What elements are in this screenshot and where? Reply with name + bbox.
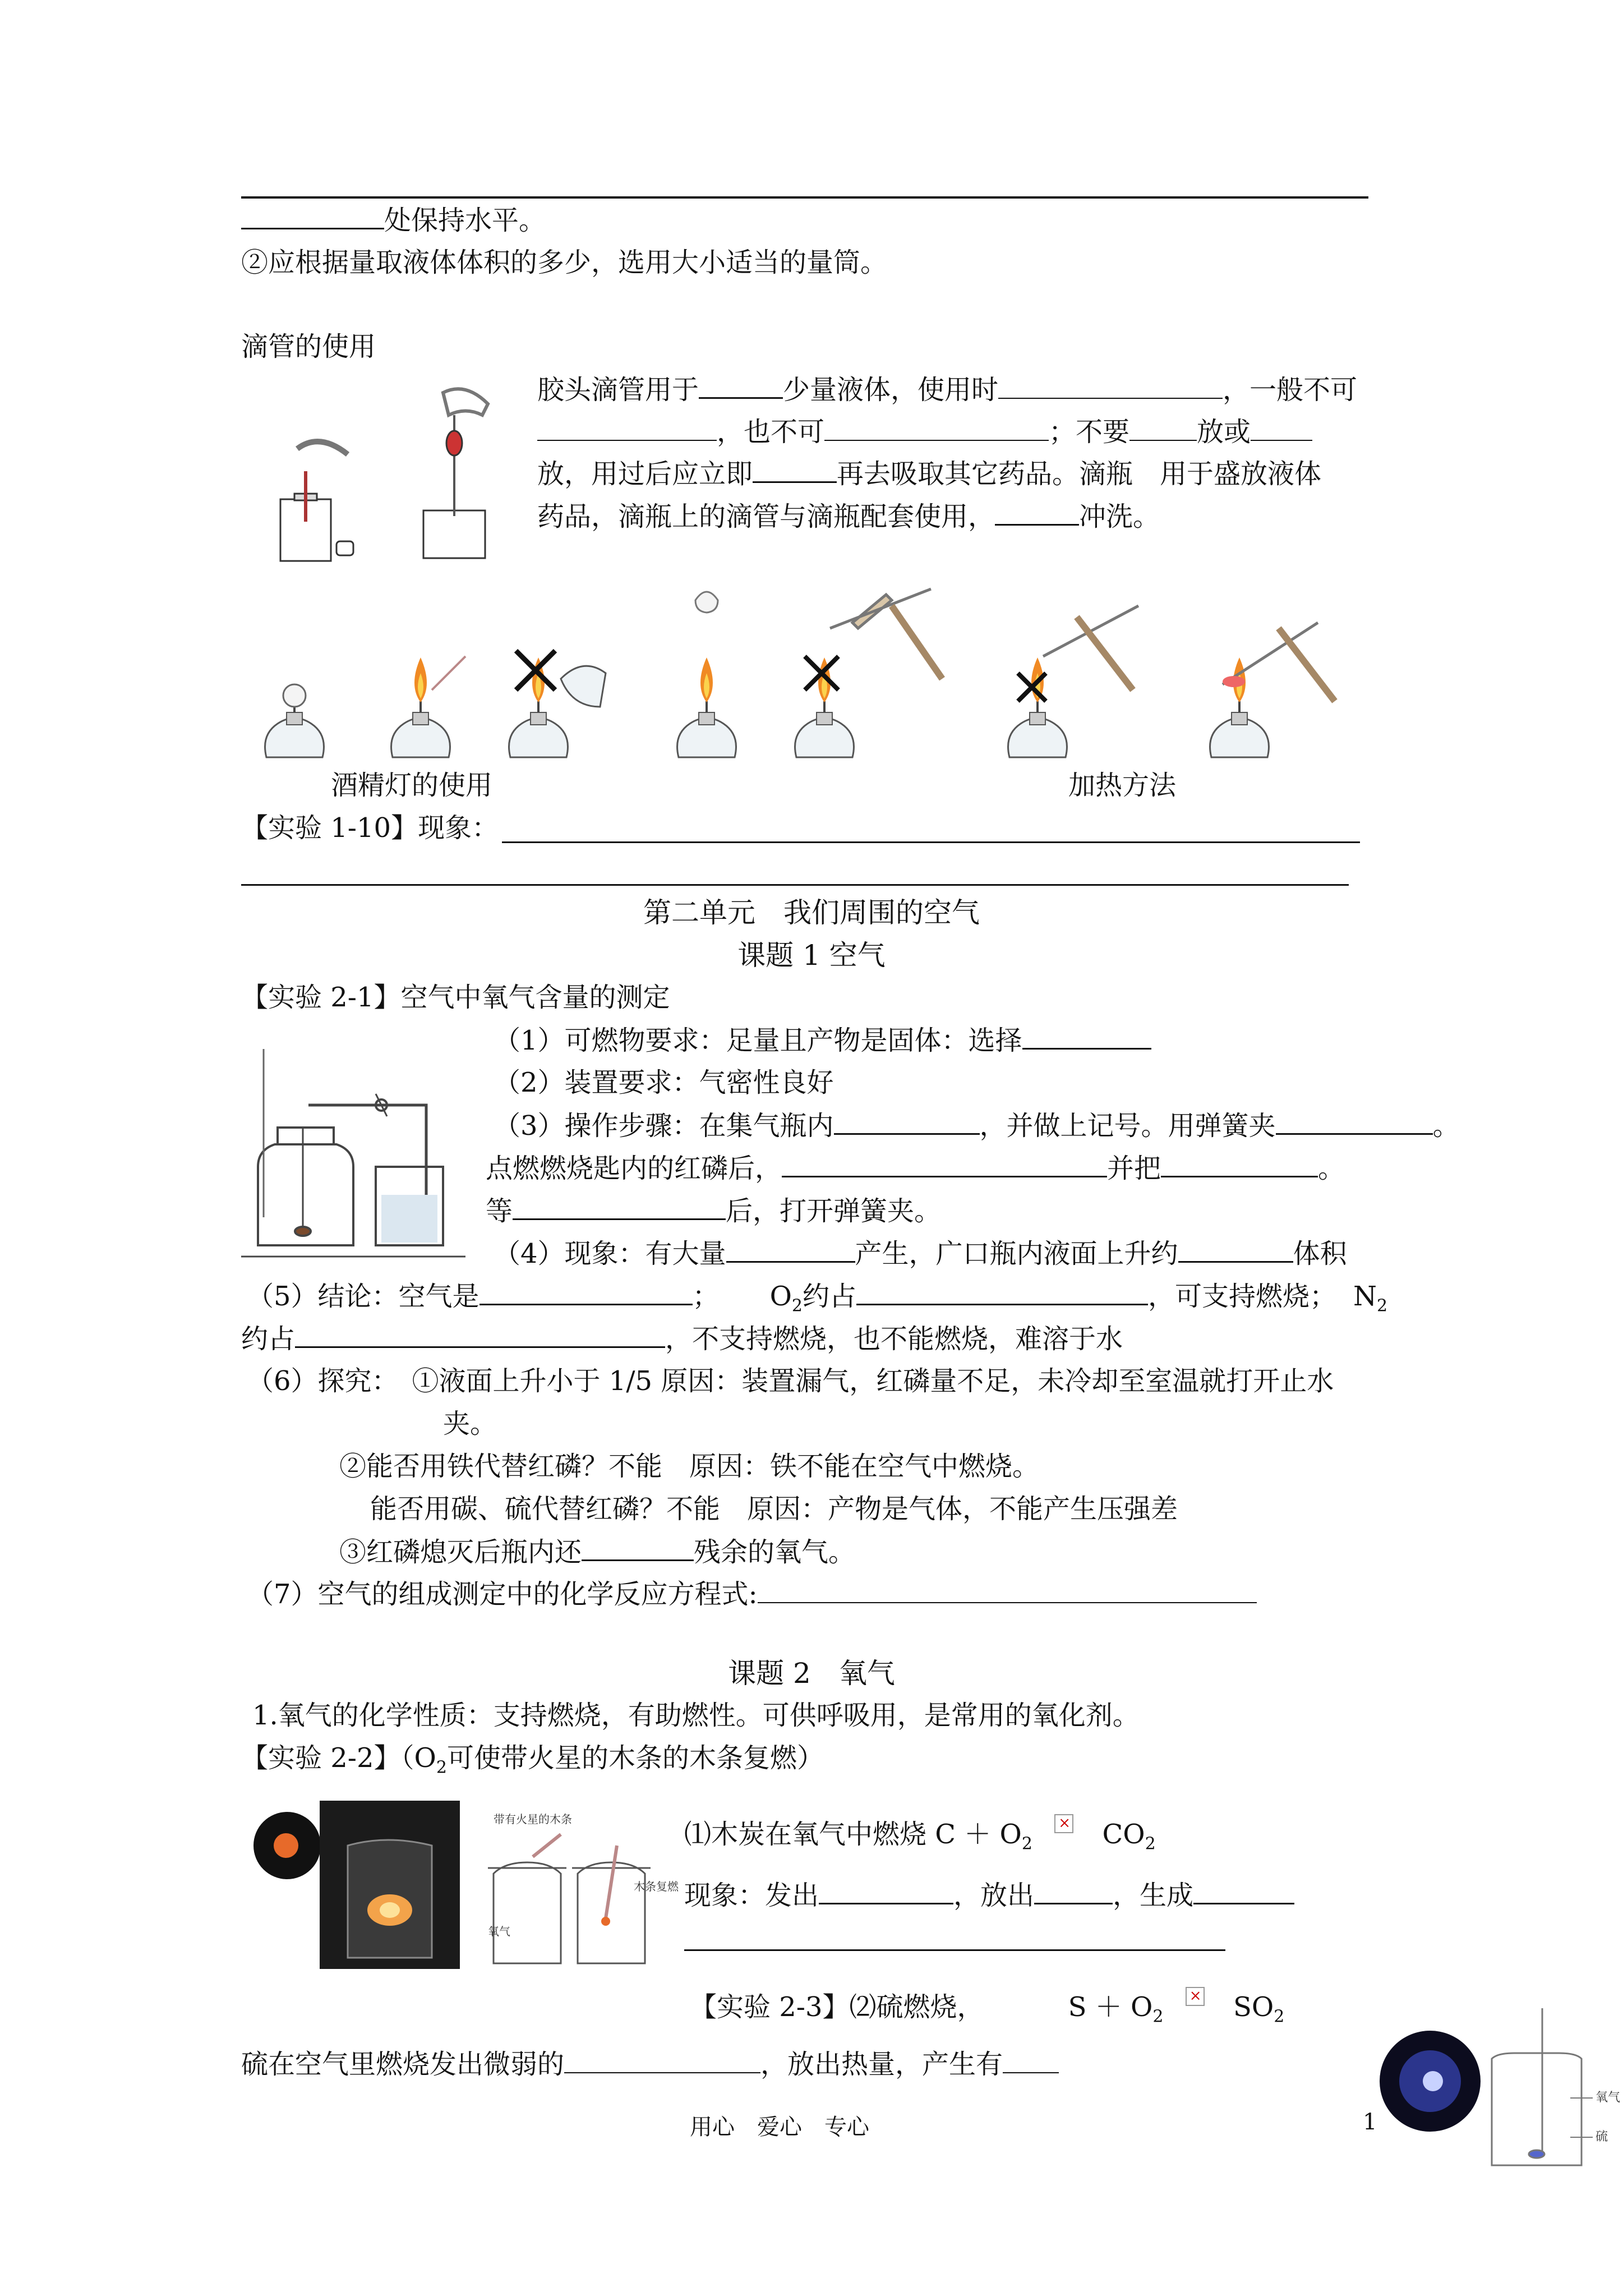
blank — [1193, 1878, 1294, 1904]
exp-2-1-heading: 【实验 2-1】空气中氧气含量的测定 — [241, 982, 670, 1013]
blank — [582, 1535, 694, 1561]
top-rule — [241, 196, 1368, 199]
alcohol-lamp-figure — [247, 583, 1368, 763]
exp-1-10-label: 【实验 1-10】现象： — [241, 812, 499, 844]
exp-1-10-answer-line-1 — [502, 841, 1360, 843]
blank — [1161, 1151, 1318, 1177]
blank — [564, 2047, 760, 2073]
blank — [699, 372, 783, 399]
blank — [726, 1236, 855, 1263]
exp-2-1-item3-cont: 点燃燃烧匙内的红磷后， 并把 。 — [486, 1151, 1345, 1185]
dropper-p1: 胶头滴管用于 少量液体，使用时 ，一般不可 — [537, 372, 1357, 407]
blank — [295, 1322, 665, 1348]
exp-2-1-item6-cont: 夹。 — [443, 1408, 497, 1439]
exp-2-1-item5-cont: 约占 ，不支持燃烧，也不能燃烧，难溶于水 — [241, 1322, 1123, 1356]
sulfur-air-line: 硫在空气里燃烧发出微弱的 ，放出热量，产生有 — [241, 2047, 1059, 2081]
blank — [479, 1279, 693, 1305]
exp-2-2-heading: 【实验 2-2】（$O_2$可使带火星的木条的木条复燃） — [241, 1742, 824, 1778]
blank — [513, 1194, 726, 1220]
blank — [1022, 1023, 1151, 1050]
blank — [1251, 415, 1312, 441]
oxygen-label: 氧气 — [1596, 2091, 1621, 2105]
exp-2-1-item6-residual: ③红磷熄灭后瓶内还 残余的氧气。 — [339, 1535, 855, 1569]
blank — [856, 1279, 1148, 1305]
blank — [782, 1151, 1107, 1177]
exp-1-10-answer-line-2 — [241, 884, 1349, 886]
blank — [819, 1878, 953, 1904]
splint-label: 带有火星的木条 — [494, 1812, 572, 1826]
relight-label: 木条复燃 — [634, 1880, 679, 1893]
charcoal-photo — [247, 1801, 679, 1969]
air-apparatus-figure — [241, 1032, 465, 1257]
blank — [834, 1108, 980, 1135]
sulfur-label: 硫 — [1596, 2130, 1608, 2144]
carbon-equation: ⑴木炭在氧气中燃烧 $C + O_2$ × $CO_2$ — [684, 1815, 1156, 1854]
arrow-icon: × — [1054, 1814, 1073, 1833]
dropper-heading: 滴管的使用 — [241, 331, 376, 362]
lamp-caption-right: 加热方法 — [1068, 770, 1177, 801]
dropper-p4: 药品，滴瓶上的滴管与滴瓶配套使用， 冲洗。 — [537, 499, 1160, 533]
blank — [758, 1577, 1257, 1603]
exp-2-1-item4: （4）现象：有大量 产生，广口瓶内液面上升约 体积 — [494, 1236, 1347, 1271]
exp-2-1-item1: （1）可燃物要求：足量且产物是固体：选择 — [494, 1023, 1151, 1057]
page-number: 1 — [1363, 2109, 1377, 2135]
lamp-caption-left: 酒精灯的使用 — [331, 770, 493, 801]
exp-2-1-item6-iron: ②能否用铁代替红磷？不能 原因：铁不能在空气中燃烧。 — [339, 1451, 1040, 1482]
blank — [241, 203, 384, 229]
blank — [1129, 415, 1197, 441]
exp-2-1-item3: （3）操作步骤：在集气瓶内 ，并做上记号。用弹簧夹 。 — [494, 1108, 1460, 1143]
blank — [995, 499, 1079, 526]
cylinder-line2: ②应根据量取液体体积的多少，选用大小适当的量筒。 — [241, 247, 888, 278]
blank — [824, 415, 1049, 441]
footer-motto: 用心 爱心 专心 — [690, 2114, 869, 2140]
blank — [753, 457, 837, 483]
topic2-line1: 1.氧气的化学性质：支持燃烧，有助燃性。可供呼吸用，是常用的氧化剂。 — [252, 1700, 1140, 1731]
exp-2-1-item5: （5）结论：空气是 ； $O_2$约占 ，可支持燃烧； $N_2$ — [247, 1279, 1387, 1323]
blank — [1276, 1108, 1433, 1135]
unit2-title: 第二单元 我们周围的空气 — [643, 896, 980, 929]
dropper-p3: 放，用过后应立即 再去吸取其它药品。滴瓶 用于盛放液体 — [537, 457, 1321, 491]
blank — [998, 373, 1223, 399]
carbon-phenomenon: 现象：发出 ，放出 ，生成 — [684, 1878, 1294, 1912]
cylinder-line1: 处保持水平。 — [241, 203, 546, 237]
topic2-title: 课题 2 氧气 — [728, 1657, 895, 1690]
carbon-answer-line — [684, 1949, 1225, 1951]
dropper-figure — [264, 381, 516, 561]
blank — [1178, 1236, 1293, 1263]
blank — [537, 415, 717, 441]
oxygen-label-small: 氧气 — [488, 1925, 510, 1938]
arrow-icon: × — [1186, 1987, 1205, 2006]
exp-2-1-item6-carbon: 能否用碳、硫代替红磷？不能 原因：产物是气体，不能产生压强差 — [370, 1493, 1178, 1525]
exp-2-1-item7: （7）空气的组成测定中的化学反应方程式: — [247, 1577, 1257, 1611]
blank — [1034, 1878, 1113, 1904]
topic1-title: 课题 1 空气 — [737, 939, 886, 972]
exp-2-1-item3-wait: 等 后，打开弹簧夹。 — [486, 1194, 941, 1228]
sulfur-photo — [1380, 1997, 1621, 2165]
exp-2-3-sulfur: 【实验 2-3】⑵硫燃烧， $S + O_2$ × $SO_2$ — [690, 1987, 1285, 2027]
exp-2-1-item6: （6）探究： ①液面上升小于 1/5 原因：装置漏气，红磷量不足，未冷却至室温就打开止水 — [247, 1365, 1334, 1397]
dropper-p2: ，也不可 ；不要 放或 — [537, 415, 1312, 449]
exp-2-1-item2: （2）装置要求：气密性良好 — [494, 1067, 834, 1098]
blank — [1003, 2047, 1059, 2073]
